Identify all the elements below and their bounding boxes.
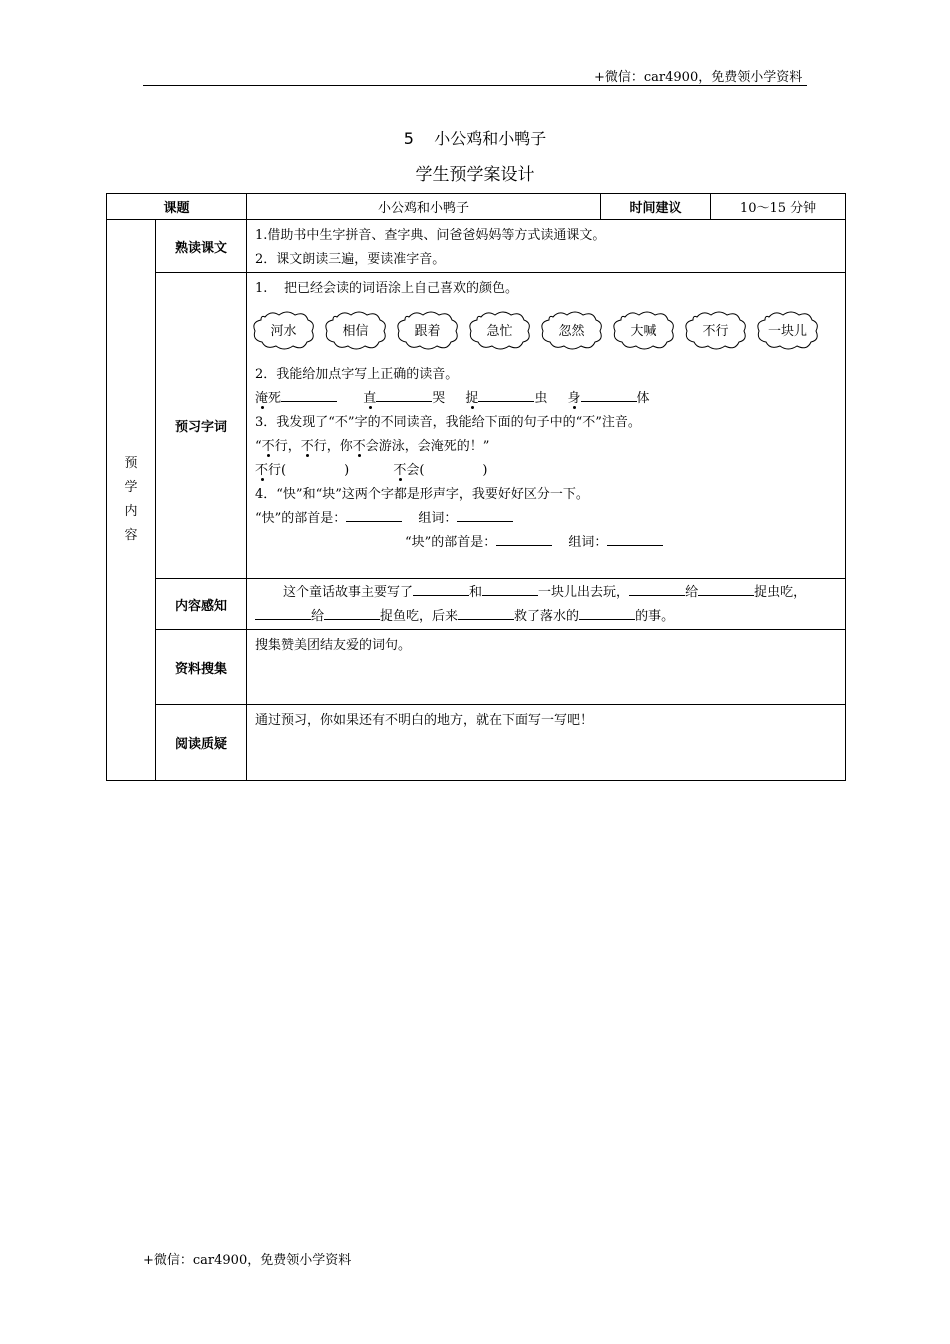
yuxi-q4-kuai1 [255,507,839,531]
answer-blank[interactable] [413,581,469,596]
answer-open: 行( [268,463,287,478]
answer-blank[interactable] [581,387,637,402]
dotted-char: 不 [255,463,269,478]
answer-blank[interactable] [255,605,311,620]
shudu-line-2: 2．课文朗读三遍，要读准字音。 [255,252,446,267]
topic-label: 课题 [107,194,247,220]
section-char: 容 [124,528,138,543]
neirong-text: 捉虫吃， [754,585,807,600]
q4-zuci: 组词： [568,535,608,550]
word-cloud[interactable] [539,309,604,351]
dotted-char: 哭 [432,391,446,406]
word-cloud[interactable] [683,309,748,351]
answer-blank[interactable] [376,387,432,402]
dotted-char: 不 [300,439,314,454]
q4-label: “块”的部首是： [405,535,497,550]
yuedu-content[interactable] [247,705,846,781]
word-cloud[interactable] [395,309,460,351]
dotted-char: 不 [261,439,275,454]
neirong-text: 这个童话故事主要写了 [283,585,414,600]
cloud-word: 相信 [342,324,369,339]
section-char: 学 [124,480,138,495]
section-label [107,220,156,781]
shudu-content [247,220,846,273]
cloud-word: 大喊 [630,324,657,339]
q2-end-char: 体 [636,391,650,406]
cloud-word: 忽然 [558,324,585,339]
answer-close: ) [344,463,350,478]
yuxi-q4: 4．“快”和“块”这两个字都是形声字，我要好好区分一下。 [255,487,589,502]
neirong-text: 的事。 [635,609,675,624]
neirong-line-1 [255,581,839,605]
section-char: 内 [124,504,138,519]
shudu-line-1: 1.借助书中生字拼音、查字典、问爸爸妈妈等方式读通课文。 [255,228,606,243]
q3-text: 行， [274,439,301,454]
time-value: 10～15 分钟 [711,194,846,220]
yuxi-label: 预习字词 [156,273,247,579]
topic-value: 小公鸡和小鸭子 [247,194,601,220]
footer-watermark: +微信：car4900，免费领小学资料 [143,1253,352,1268]
yuxi-q2-items [255,387,839,411]
yuxi-q4-kuai2 [255,531,839,555]
cloud-word: 不行 [702,324,729,339]
dotted-char: 身 [567,391,581,406]
dotted-char: 捉 [465,391,479,406]
answer-blank[interactable] [629,581,685,596]
answer-blank[interactable] [478,387,534,402]
dotted-char: 不 [393,463,407,478]
yuxi-q3-sentence [255,435,839,459]
neirong-line-2 [255,605,839,629]
word-cloud[interactable] [611,309,676,351]
header-divider [143,85,807,86]
word-cloud[interactable] [467,309,532,351]
answer-open: 会( [406,463,425,478]
yuxi-q3: 3．我发现了“不”字的不同读音，我能给下面的句子中的“不”注音。 [255,415,641,430]
yuxi-q1: 1. 把已经会读的词语涂上自己喜欢的颜色。 [255,281,518,296]
answer-blank[interactable] [579,605,635,620]
answer-blank[interactable] [281,387,337,402]
section-char: 预 [124,456,138,471]
time-label: 时间建议 [601,194,711,220]
q3-text: 行，你 [313,439,353,454]
lesson-title: 5 小公鸡和小鸭子 [403,129,547,148]
ziliao-label: 资料搜集 [156,630,247,705]
answer-blank[interactable] [496,531,552,546]
quote-open: “ [255,439,262,454]
yuxi-q3-answers [255,459,839,483]
neirong-text: 一块儿出去玩， [538,585,630,600]
dotted-char: 淹 [255,391,269,406]
ziliao-text: 搜集赞美团结友爱的词句。 [255,638,412,653]
dotted-char: 虫 [534,391,548,406]
cloud-word: 河水 [270,324,297,339]
yuedu-text: 通过预习，你如果还有不明白的地方，就在下面写一写吧！ [255,713,594,728]
q4-zuci: 组词： [418,511,458,526]
answer-blank[interactable] [346,507,402,522]
preview-table [106,193,846,781]
dotted-char: 直 [363,391,377,406]
answer-close: ) [482,463,488,478]
word-cloud[interactable] [251,309,316,351]
neirong-content [247,579,846,630]
neirong-text: 给 [685,585,699,600]
q3-text: 会游泳，会淹死的！” [365,439,490,454]
answer-blank[interactable] [324,605,380,620]
page-title: 学生预学案设计 [415,165,535,185]
yuedu-label: 阅读质疑 [156,705,247,781]
cloud-word: 一块儿 [768,324,808,339]
yuxi-content [247,273,846,579]
neirong-text: 救了落水的 [514,609,580,624]
word-cloud[interactable] [755,309,820,351]
neirong-text: 给 [311,609,325,624]
answer-blank[interactable] [457,507,513,522]
dotted-char: 不 [352,439,366,454]
neirong-text: 捉鱼吃，后来 [380,609,459,624]
answer-blank[interactable] [698,581,754,596]
ziliao-content[interactable] [247,630,846,705]
header-watermark: +微信：car4900，免费领小学资料 [594,70,803,85]
cloud-word: 急忙 [486,324,513,339]
q4-label: “快”的部首是： [255,511,347,526]
word-cloud[interactable] [323,309,388,351]
word-clouds [251,309,839,353]
shudu-label: 熟读课文 [156,220,247,273]
neirong-text: 和 [469,585,483,600]
cloud-word: 跟着 [414,324,441,339]
yuxi-q2: 2．我能给加点字写上正确的读音。 [255,367,459,382]
answer-blank[interactable] [482,581,538,596]
answer-blank[interactable] [458,605,514,620]
char-rest: 死 [268,391,282,406]
neirong-label: 内容感知 [156,579,247,630]
answer-blank[interactable] [607,531,663,546]
